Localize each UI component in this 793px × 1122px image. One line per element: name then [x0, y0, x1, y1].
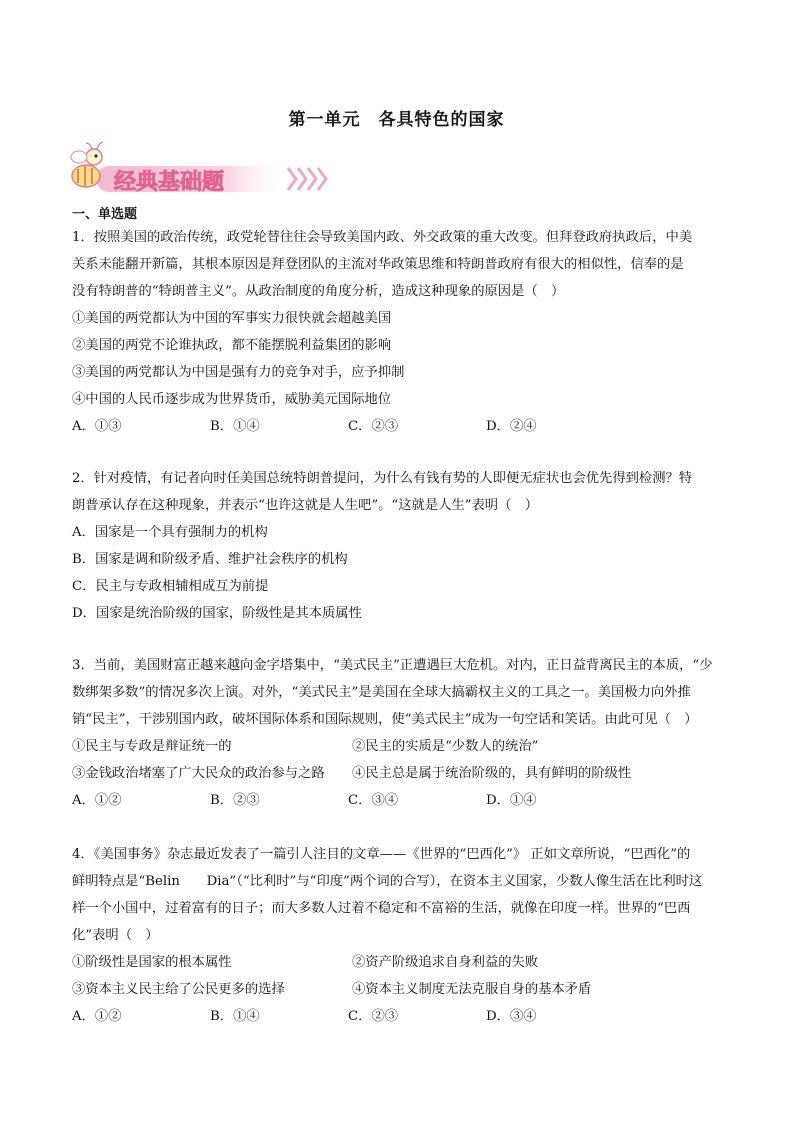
- answer-options: [72, 787, 722, 814]
- statement-row: [72, 760, 722, 787]
- statement-item: ④民主总是属于统治阶级的，具有鲜明的阶级性: [352, 766, 632, 781]
- statement-row: [72, 733, 722, 760]
- option-d[interactable]: D．③④: [486, 1009, 537, 1024]
- option-c[interactable]: C．民主与专政相辅相成互为前提: [72, 579, 269, 594]
- question-stem-line: 样一个小国中，过着富有的日子；而大多数人过着不稳定和不富裕的生活，就像在印度一样。世界的“巴西: [72, 901, 691, 916]
- option-a[interactable]: A．国家是一个具有强制力的机构: [72, 525, 268, 540]
- option-d[interactable]: D．②④: [486, 419, 537, 434]
- statement-item: ③资本主义民主给了公民更多的选择: [72, 982, 285, 997]
- option-b[interactable]: B．①④: [210, 419, 260, 434]
- statement-item: ①阶级性是国家的根本属性: [72, 955, 232, 970]
- question-stem-line: 4．《美国事务》杂志最近发表了一篇引人注目的文章——《世界的“巴西化”》 正如文章所说，“巴西化”的: [72, 847, 691, 862]
- statement-item: ④中国的人民币逐步成为世界货币，威胁美元国际地位: [72, 392, 392, 407]
- option-c[interactable]: C．②③: [348, 1009, 399, 1024]
- question-1: [72, 224, 722, 440]
- question-4: [72, 841, 722, 1030]
- question-2: [72, 465, 722, 627]
- answer-options: [72, 1003, 722, 1030]
- statement-item: ④资本主义制度无法克服自身的基本矛盾: [352, 982, 592, 997]
- option-c[interactable]: C．②③: [348, 419, 399, 434]
- statement-item: ②美国的两党不论谁执政，都不能摆脱利益集团的影响: [72, 338, 392, 353]
- page-title: 第一单元 各具特色的国家: [288, 110, 505, 130]
- answer-options: [72, 413, 722, 440]
- bee-mascot-icon: [71, 142, 103, 187]
- question-stem-line: 关系未能翻开新篇，其根本原因是拜登团队的主流对华政策思维和特朗普政府有很大的相似性，信奉的是: [72, 257, 684, 272]
- statement-item: ①美国的两党都认为中国的军事实力很快就会超越美国: [72, 311, 392, 326]
- statement-item: ①民主与专政是辩证统一的: [72, 739, 232, 754]
- option-a[interactable]: A．①②: [72, 1009, 122, 1024]
- option-d[interactable]: D．①④: [486, 793, 537, 808]
- question-stem-line: 2．针对疫情，有记者向时任美国总统特朗普提问，为什么有钱有势的人即便无症状也会优先得到检测？特: [72, 471, 693, 486]
- statement-item: ②民主的实质是“少数人的统治”: [352, 739, 539, 754]
- option-b[interactable]: B．②③: [210, 793, 260, 808]
- statement-item: ②资产阶级追求自身利益的失败: [352, 955, 539, 970]
- banner-text: 经典基础题: [114, 170, 225, 195]
- option-a[interactable]: A．①②: [72, 793, 122, 808]
- question-3: [72, 652, 722, 814]
- section-heading: 一、单选题: [72, 207, 138, 222]
- statement-row: [72, 949, 722, 976]
- question-stem-line: 销“民主”，干涉别国内政，破坏国际体系和国际规则，使“美式民主”成为一句空话和笑话。由此可见（ ）: [72, 712, 698, 727]
- option-a[interactable]: A．①③: [72, 419, 122, 434]
- question-stem-line: 化”表明（ ）: [72, 928, 159, 943]
- statement-item: ③金钱政治堵塞了广大民众的政治参与之路: [72, 766, 325, 781]
- question-stem-line: 鲜明特点是“Belin Dia”（“比利时”与“印度”两个词的合写），在资本主义国家，少数人像生活在比利时这: [72, 874, 703, 889]
- question-stem-line: 数绑架多数”的情况多次上演。对外，“美式民主”是美国在全球大搞霸权主义的工具之一。美国极力向外推: [72, 685, 691, 700]
- option-c[interactable]: C．③④: [348, 793, 399, 808]
- section-banner: [66, 140, 328, 196]
- statement-row: [72, 976, 722, 1003]
- question-stem-line: 3．当前，美国财富正越来越向金字塔集中，“美式民主”正遭遇巨大危机。对内，正日益背离民主的本质，“少: [72, 658, 713, 673]
- option-b[interactable]: B．①④: [210, 1009, 260, 1024]
- option-b[interactable]: B．国家是调和阶级矛盾、维护社会秩序的机构: [72, 552, 348, 567]
- question-stem-line: 朗普承认存在这种现象，并表示“也许这就是人生吧”。“这就是人生”表明（ ）: [72, 498, 538, 513]
- option-d[interactable]: D．国家是统治阶级的国家，阶级性是其本质属性: [72, 606, 362, 621]
- statement-item: ③美国的两党都认为中国是强有力的竞争对手，应予抑制: [72, 365, 405, 380]
- question-stem-line: 没有特朗普的“特朗普主义”。从政治制度的角度分析，造成这种现象的原因是（ ）: [72, 284, 565, 299]
- question-stem-line: 1．按照美国的政治传统，政党轮替往往会导致美国内政、外交政策的重大改变。但拜登政府执政后，中美: [72, 230, 693, 245]
